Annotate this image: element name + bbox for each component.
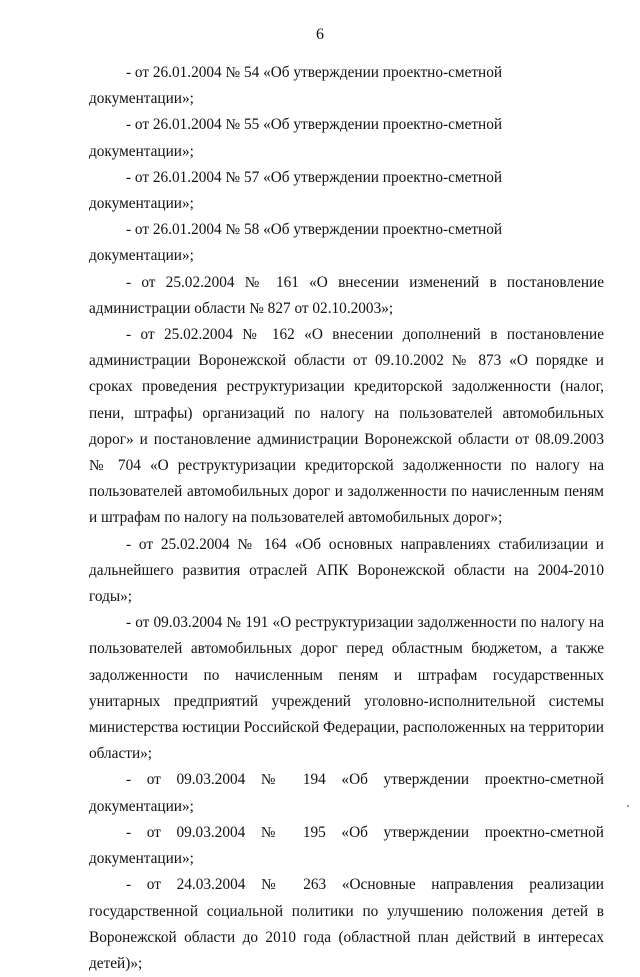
list-item: - от 24.03.2004 № 263 «Основные направления реализации государственной социальной политики по улучшению положения детей в Воронежской области до 2010 года (областной план действий в интересах детей)»;: [89, 876, 604, 972]
list-item: - от 09.03.2004 № 195 «Об утверждении проектно-сметной документации»;: [89, 823, 604, 868]
page-number: 6: [316, 26, 324, 43]
list-item: - от 25.02.2004 № 161 «О внесении изменений в постановление администрации области № 827 от 02.10.2003»;: [89, 273, 604, 317]
list-item: - от 25.02.2004 № 164 «Об основных направлениях стабилизации и дальнейшего развития отраслей АПК Воронежской области на 2004-2010 годы»;: [89, 535, 604, 606]
list-item: - от 26.01.2004 № 58 «Об утверждении проектно-сметной документации»;: [89, 221, 503, 265]
list-item: - от 09.03.2004 № 194 «Об утверждении проектно-сметной документации»;: [89, 771, 604, 815]
list-item: - от 26.01.2004 № 57 «Об утверждении проектно-сметной документации»;: [89, 168, 503, 213]
list-item: - от 09.03.2004 № 191 «О реструктуризации задолженности по налогу на пользователей автомобильных дорог перед областным бюджетом, а также задолженности по начисленным пеням и штрафам государственных унитарных предприятий учреждений уголовно-исполнительной системы министерства юстиции Российской Федерации, расположенных на территории области»;: [89, 614, 604, 763]
resolutions-list: [89, 60, 604, 977]
list-item: - от 26.01.2004 № 55 «Об утверждении проектно-сметной документации»;: [89, 116, 503, 160]
list-item: - от 25.02.2004 № 162 «О внесении дополнений в постановление администрации Воронежской области от 09.10.2002 № 873 «О порядке и сроках проведения реструктуризации кредиторской задолженности (налог, пени, штрафы) организаций по налогу на пользователей автомобильных дорог» и постановление администрации Воронежской области от 08.09.2003 № 704 «О реструктуризации кредиторской задолженности по налогу на пользователей автомобильных дорог и задолженности по начисленным пеням и штрафам по налогу на пользователей автомобильных дорог»;: [89, 326, 604, 527]
list-item: - от 26.01.2004 № 54 «Об утверждении проектно-сметной документации»;: [89, 64, 503, 108]
scan-speck: [627, 805, 629, 807]
